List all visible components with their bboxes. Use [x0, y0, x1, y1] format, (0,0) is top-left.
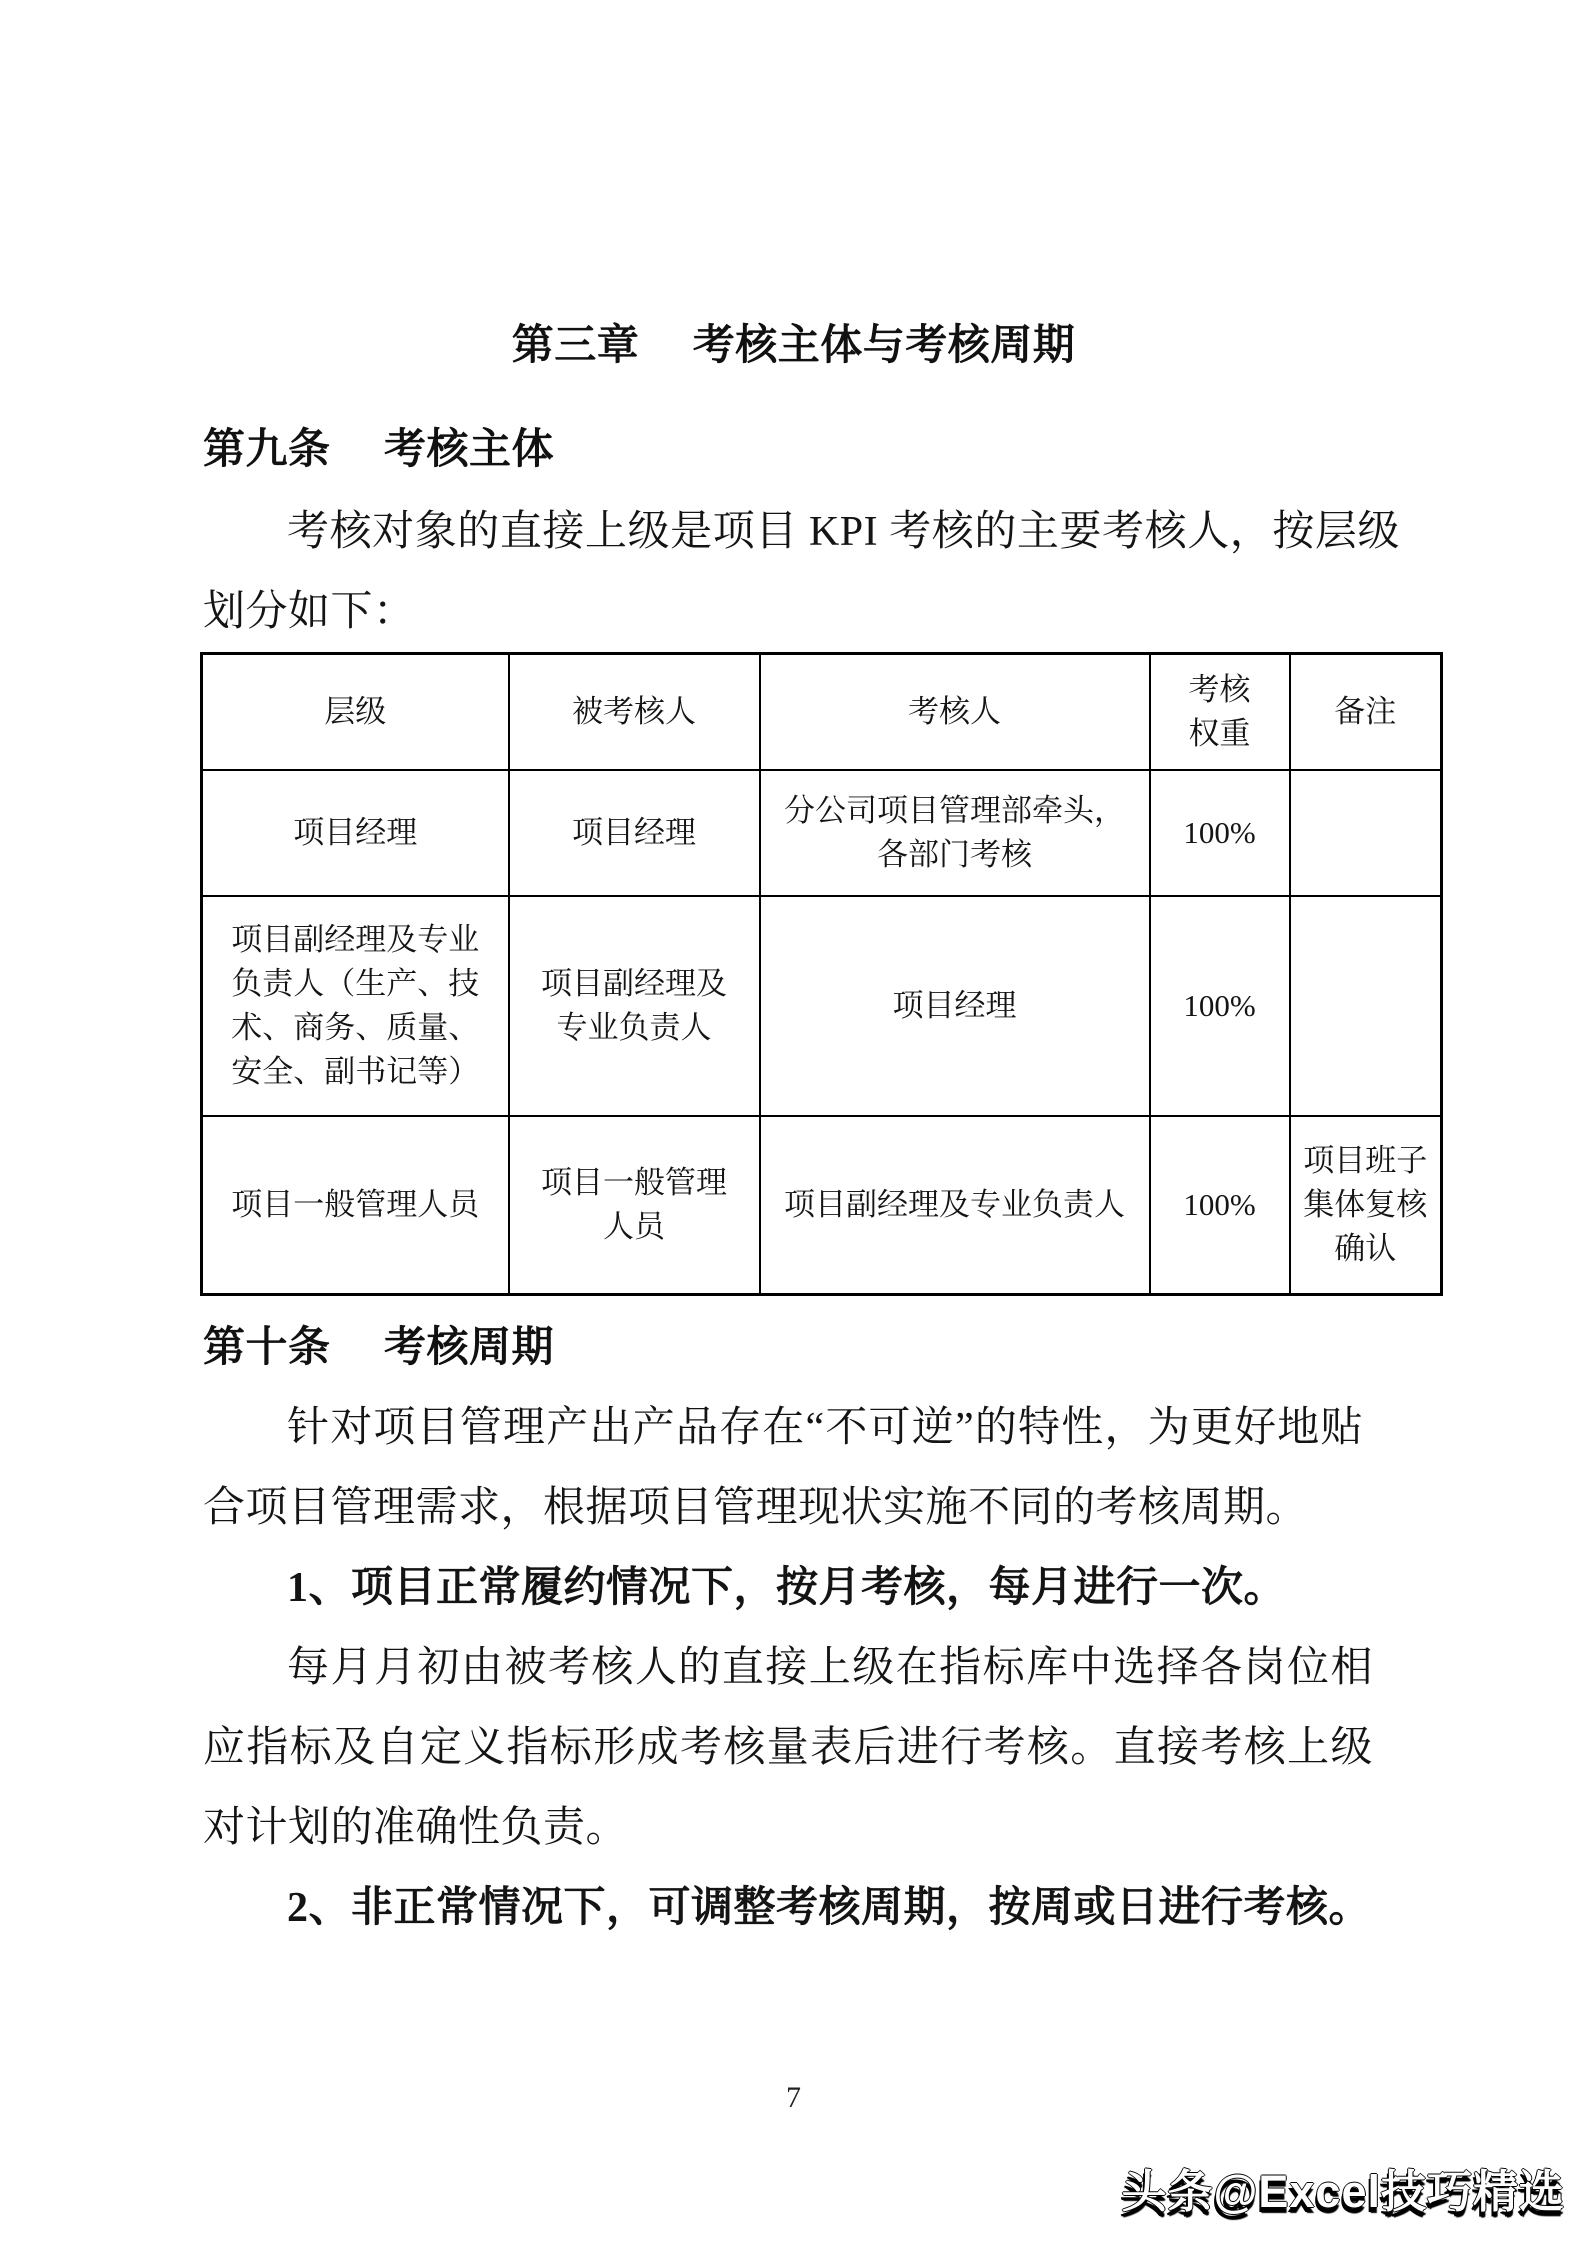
- article9-heading: 第九条 考核主体: [203, 427, 555, 473]
- table-row: [202, 896, 1442, 1116]
- page-number: 7: [786, 2081, 801, 2114]
- cell-assessor: 项目经理: [760, 896, 1150, 1116]
- cell-assessee: 项目副经理及专业负责人: [509, 896, 760, 1116]
- cell-weight: 100%: [1150, 770, 1290, 896]
- header-level: 层级: [202, 654, 509, 771]
- cell-assessor: 项目副经理及专业负责人: [760, 1116, 1150, 1295]
- assessment-table-wrapper: [200, 652, 1440, 1296]
- cell-remark: [1290, 896, 1442, 1116]
- header-assessee: 被考核人: [509, 654, 760, 771]
- table-row: [202, 1116, 1442, 1295]
- cell-remark: [1290, 770, 1442, 896]
- table-header-row: [202, 654, 1442, 771]
- cell-remark: 项目班子集体复核确认: [1290, 1116, 1442, 1295]
- watermark-text: 头条@Excel技巧精选: [1121, 2166, 1565, 2217]
- cell-level: 项目经理: [202, 770, 509, 896]
- header-remark: 备注: [1290, 654, 1442, 771]
- cell-assessor: 分公司项目管理部牵头，各部门考核: [760, 770, 1150, 896]
- article10-item1: 1、项目正常履约情况下，按月考核，每月进行一次。: [287, 1565, 1287, 1611]
- article10-heading: 第十条 考核周期: [203, 1325, 555, 1371]
- cell-weight: 100%: [1150, 1116, 1290, 1295]
- cell-assessee: 项目经理: [509, 770, 760, 896]
- table-row: [202, 770, 1442, 896]
- article10-paragraph-monthly: 每月月初由被考核人的直接上级在指标库中选择各岗位相应指标及自定义指标形成考核量表后进行考核。直接考核上级对计划的准确性负责。: [203, 1645, 1373, 1851]
- assessment-table: [200, 652, 1443, 1296]
- article10-paragraph-intro: 针对项目管理产出产品存在“不可逆”的特性，为更好地贴合项目管理需求，根据项目管理现状实施不同的考核周期。: [203, 1405, 1363, 1531]
- article10-item2: 2、非正常情况下，可调整考核周期，按周或日进行考核。: [287, 1885, 1372, 1931]
- header-weight: 考核权重: [1150, 654, 1290, 771]
- cell-assessee: 项目一般管理人员: [509, 1116, 760, 1295]
- header-assessor: 考核人: [760, 654, 1150, 771]
- cell-weight: 100%: [1150, 896, 1290, 1116]
- article9-paragraph: 考核对象的直接上级是项目 KPI 考核的主要考核人，按层级划分如下：: [203, 509, 1400, 635]
- cell-level: 项目一般管理人员: [202, 1116, 509, 1295]
- cell-level: 项目副经理及专业负责人（生产、技术、商务、质量、安全、副书记等）: [202, 896, 509, 1116]
- chapter-title: 第三章 考核主体与考核周期: [511, 323, 1076, 369]
